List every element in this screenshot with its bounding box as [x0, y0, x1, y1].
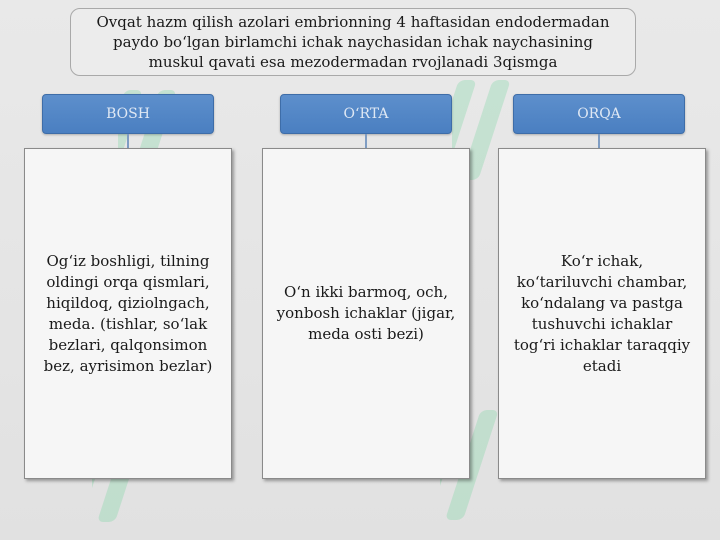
section-header-label: ORQA	[577, 106, 621, 122]
section-header-orqa	[513, 94, 685, 134]
intro-text: Ovqat hazm qilish azolari embrionning 4 haftasidan endodermadan paydo bo‘lgan birlamchi ichak naychasidan ichak naychasining muskul qavati esa mezodermadan rvojlanadi 3qismga	[96, 13, 610, 71]
section-panel-bosh	[24, 148, 232, 479]
section-panel-text: Og‘iz boshligi, tilning oldingi orqa qismlari, hiqildoq, qiziolngach, meda. (tishlar, so‘lak bezlari, qalqonsimon bez, ayrisimon bezlar)	[43, 251, 213, 375]
section-panel-text: O‘n ikki barmoq, och, yonbosh ichaklar (jigar, meda osti bezi)	[276, 283, 456, 343]
section-panel-orta	[262, 148, 470, 479]
section-header-bosh	[42, 94, 214, 134]
connector-line	[127, 134, 129, 148]
section-panel-orqa	[498, 148, 706, 479]
section-panel-text: Ko‘r ichak, ko‘tariluvchi chambar, ko‘ndalang va pastga tushuvchi ichaklar tog‘ri ichaklar taraqqiy etadi	[513, 251, 691, 375]
intro-text-box	[70, 8, 636, 76]
connector-line	[365, 134, 367, 148]
section-header-label: BOSH	[106, 106, 150, 122]
section-header-orta	[280, 94, 452, 134]
connector-line	[598, 134, 600, 148]
section-header-label: O‘RTA	[343, 106, 389, 122]
